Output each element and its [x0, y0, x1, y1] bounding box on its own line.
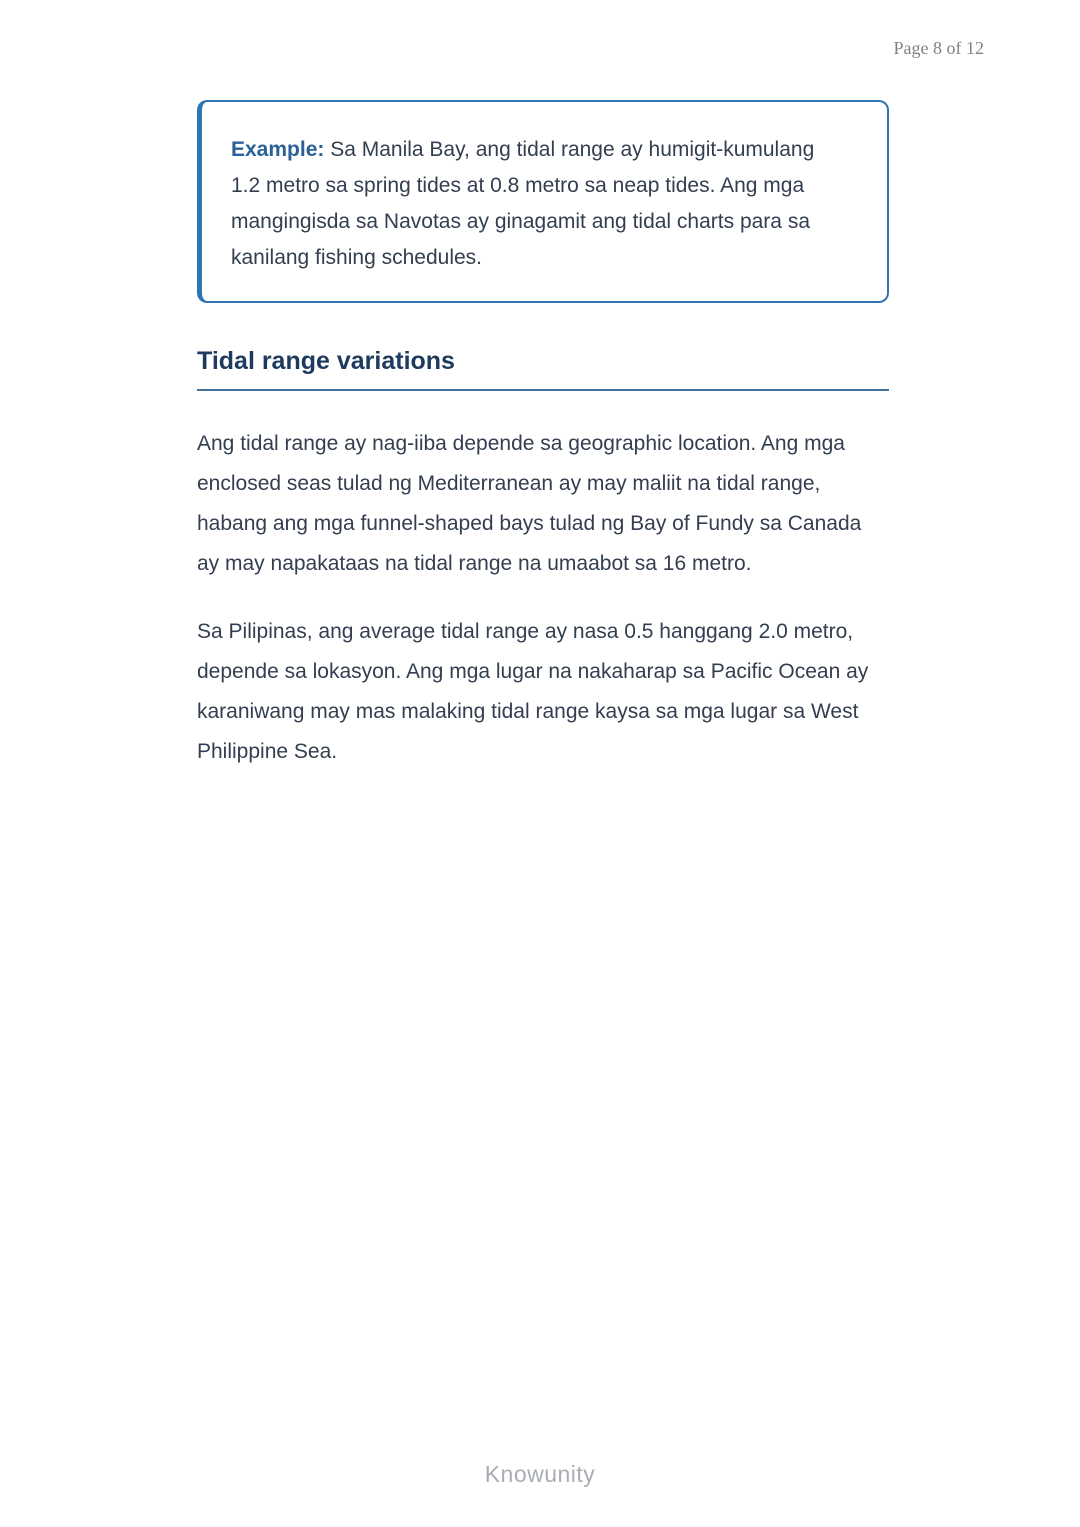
- paragraph-philippines-tidal-range: Sa Pilipinas, ang average tidal range ay nasa 0.5 hanggang 2.0 metro, depende sa lokasyon. Ang mga lugar na nakaharap sa Pacific Ocean ay karaniwang may mas malaking tidal range kaysa sa mga lugar sa West Philippine Sea.: [197, 620, 869, 763]
- example-text: Sa Manila Bay, ang tidal range ay humigit-kumulang 1.2 metro sa spring tides at 0.8 metro sa neap tides. Ang mga mangingisda sa Navotas ay ginagamit ang tidal charts para sa kanilang fishing schedules.: [231, 138, 815, 269]
- paragraph-tidal-range-geography: Ang tidal range ay nag-iiba depende sa geographic location. Ang mga enclosed seas tulad ng Mediterranean ay may maliit na tidal range, habang ang mga funnel-shaped bays tulad ng Bay of Fundy sa Canada ay may napakataas na tidal range na umaabot sa 16 metro.: [197, 432, 862, 575]
- example-callout: [197, 100, 889, 303]
- page-indicator: Page 8 of 12: [893, 38, 984, 58]
- example-label: Example:: [231, 138, 325, 161]
- content-column: [197, 100, 889, 772]
- example-text-block: [231, 132, 847, 276]
- section-heading: Tidal range variations: [197, 347, 889, 391]
- footer-brand: Knowunity: [484, 1461, 596, 1487]
